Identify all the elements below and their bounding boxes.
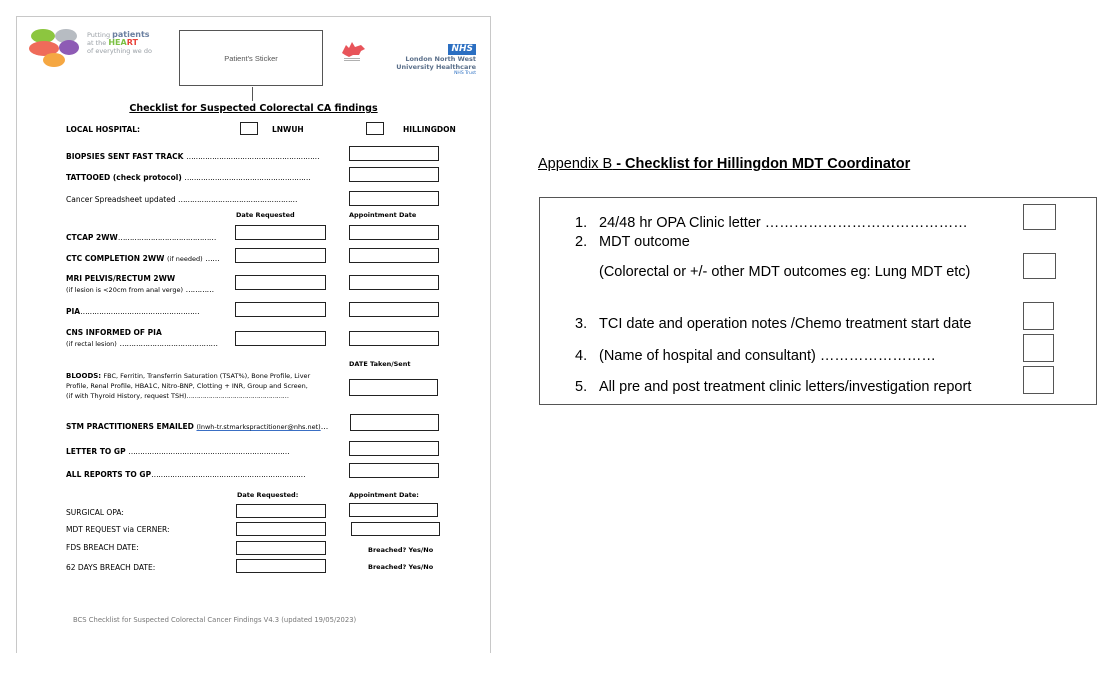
appendix-checklist-box: [539, 197, 1097, 405]
spreadsheet-field[interactable]: [349, 191, 439, 206]
appendix-item-1: 1. 24/48 hr OPA Clinic letter ……………………………………: [575, 215, 968, 231]
appendix-item-4: 4. (Name of hospital and consultant) ……………………: [575, 348, 936, 364]
62-days-breach-date-field[interactable]: [236, 559, 326, 573]
appendix-item-2: 2. MDT outcome: [575, 234, 690, 250]
mdt-request-date-requested[interactable]: [236, 522, 326, 536]
fds-breach-date-field[interactable]: [236, 541, 326, 555]
cns-appointment-date[interactable]: [349, 331, 439, 346]
sticker-divider: [252, 87, 253, 101]
appendix-item-3-checkbox[interactable]: [1023, 302, 1054, 330]
reports-gp-field[interactable]: [349, 463, 439, 478]
tattooed-field[interactable]: [349, 167, 439, 182]
appointment-date-header: Appointment Date: [349, 211, 417, 219]
date-requested-header: Date Requested: [236, 211, 295, 219]
page-title: Checklist for Suspected Colorectal CA findings: [129, 103, 378, 114]
appendix-item-3: 3. TCI date and operation notes /Chemo treatment start date: [575, 316, 972, 332]
62-days-breach-label: 62 DAYS BREACH DATE:: [66, 563, 156, 572]
ctc-completion-appointment-date[interactable]: [349, 248, 439, 263]
ctcap-label: CTCAP 2WW……………………………………: [66, 233, 216, 242]
appendix-item-1-checkbox[interactable]: [1023, 204, 1056, 230]
appendix-item-5: 5. All pre and post treatment clinic letters/investigation report: [575, 379, 972, 395]
bloods-date-field[interactable]: [349, 379, 438, 396]
stm-label: STM PRACTITIONERS EMAILED (lnwh-tr.stmarkspractitioner@nhs.net)…: [66, 422, 328, 431]
st-marks-lion-logo-icon: [339, 39, 369, 63]
appendix-item-2-checkbox[interactable]: [1023, 253, 1056, 279]
surgical-opa-label: SURGICAL OPA:: [66, 508, 124, 517]
hillingdon-checkbox[interactable]: [366, 122, 384, 135]
ctcap-appointment-date[interactable]: [349, 225, 439, 240]
spreadsheet-label: Cancer Spreadsheet updated ……………………………………………: [66, 195, 297, 204]
appendix-item-4-checkbox[interactable]: [1023, 334, 1054, 362]
biopsies-label: BIOPSIES SENT FAST TRACK …………………………………………………: [66, 152, 320, 161]
nhs-badge: NHS: [448, 44, 476, 55]
appendix-item-2-detail: (Colorectal or +/- other MDT outcomes eg: Lung MDT etc): [599, 264, 971, 280]
mdt-request-appointment-date[interactable]: [351, 522, 440, 536]
appendix-item-5-checkbox[interactable]: [1023, 366, 1054, 394]
stm-email-link[interactable]: (lnwh-tr.stmarkspractitioner@nhs.net): [196, 423, 321, 431]
pia-label: PIA……………………………………………: [66, 307, 200, 316]
lnwuh-label: LNWUH: [272, 125, 304, 134]
mri-appointment-date[interactable]: [349, 275, 439, 290]
pia-date-requested[interactable]: [235, 302, 326, 317]
appointment-date-header-2: Appointment Date:: [349, 491, 419, 499]
nhs-trust-logo: [396, 36, 476, 77]
page-footer: BCS Checklist for Suspected Colorectal Cancer Findings V4.3 (updated 19/05/2023): [73, 616, 357, 624]
cns-label: CNS INFORMED OF PIA (if rectal lesion) ……………………………………: [66, 328, 218, 348]
date-taken-header: DATE Taken/Sent: [349, 360, 411, 368]
fds-breached-label: Breached? Yes/No: [368, 546, 434, 554]
trust-name-line1: London North West: [405, 55, 476, 63]
letter-gp-label: LETTER TO GP ……………………………………………………………: [66, 447, 290, 456]
respect-bubble: [59, 40, 79, 55]
trust-name-line3: NHS Trust: [454, 71, 476, 76]
surgical-opa-date-requested[interactable]: [236, 504, 326, 518]
surgical-opa-appointment-date[interactable]: [349, 503, 438, 517]
lnwuh-checkbox[interactable]: [240, 122, 258, 135]
patient-sticker-box: [179, 30, 323, 86]
tattooed-label: TATTOOED (check protocol) ………………………………………………: [66, 173, 311, 182]
trust-values-logo: [29, 27, 179, 75]
patient-sticker-label: Patient's Sticker: [224, 53, 278, 63]
teamwork-bubble: [43, 53, 65, 67]
trust-name-line2: University Healthcare: [396, 63, 476, 71]
stm-field[interactable]: [350, 414, 439, 431]
ctc-completion-date-requested[interactable]: [235, 248, 326, 263]
local-hospital-label: LOCAL HOSPITAL:: [66, 125, 141, 134]
date-requested-header-2: Date Requested:: [237, 491, 299, 499]
mdt-request-label: MDT REQUEST via CERNER:: [66, 525, 170, 534]
reports-gp-label: ALL REPORTS TO GP…………………………………………………………: [66, 470, 306, 479]
hillingdon-label: HILLINGDON: [403, 125, 456, 134]
letter-gp-field[interactable]: [349, 441, 439, 456]
fds-breach-label: FDS BREACH DATE:: [66, 543, 139, 552]
bloods-label: BLOODS: FBC, Ferritin, Transferrin Saturation (TSAT%), Bone Profile, Liver Profile, Renal Profile, HBA1C, Nitro-BNP, Clotting + INR, Group and Screen, (if with Thyroid History, request TSH)……………………………………………: [66, 372, 311, 400]
ctc-completion-label: CTC COMPLETION 2WW (if needed) ……: [66, 254, 220, 263]
ctcap-date-requested[interactable]: [235, 225, 326, 240]
biopsies-field[interactable]: [349, 146, 439, 161]
checklist-page: [16, 16, 491, 653]
appendix-title: Appendix B - Checklist for Hillingdon MDT Coordinator: [538, 156, 911, 172]
cns-date-requested[interactable]: [235, 331, 326, 346]
pia-appointment-date[interactable]: [349, 302, 439, 317]
logo-tagline: Putting patients at the HEART of everything we do: [87, 30, 152, 55]
mri-label: MRI PELVIS/RECTUM 2WW (if lesion is <20cm from anal verge) …………: [66, 274, 214, 294]
mri-date-requested[interactable]: [235, 275, 326, 290]
62-days-breached-label: Breached? Yes/No: [368, 563, 434, 571]
